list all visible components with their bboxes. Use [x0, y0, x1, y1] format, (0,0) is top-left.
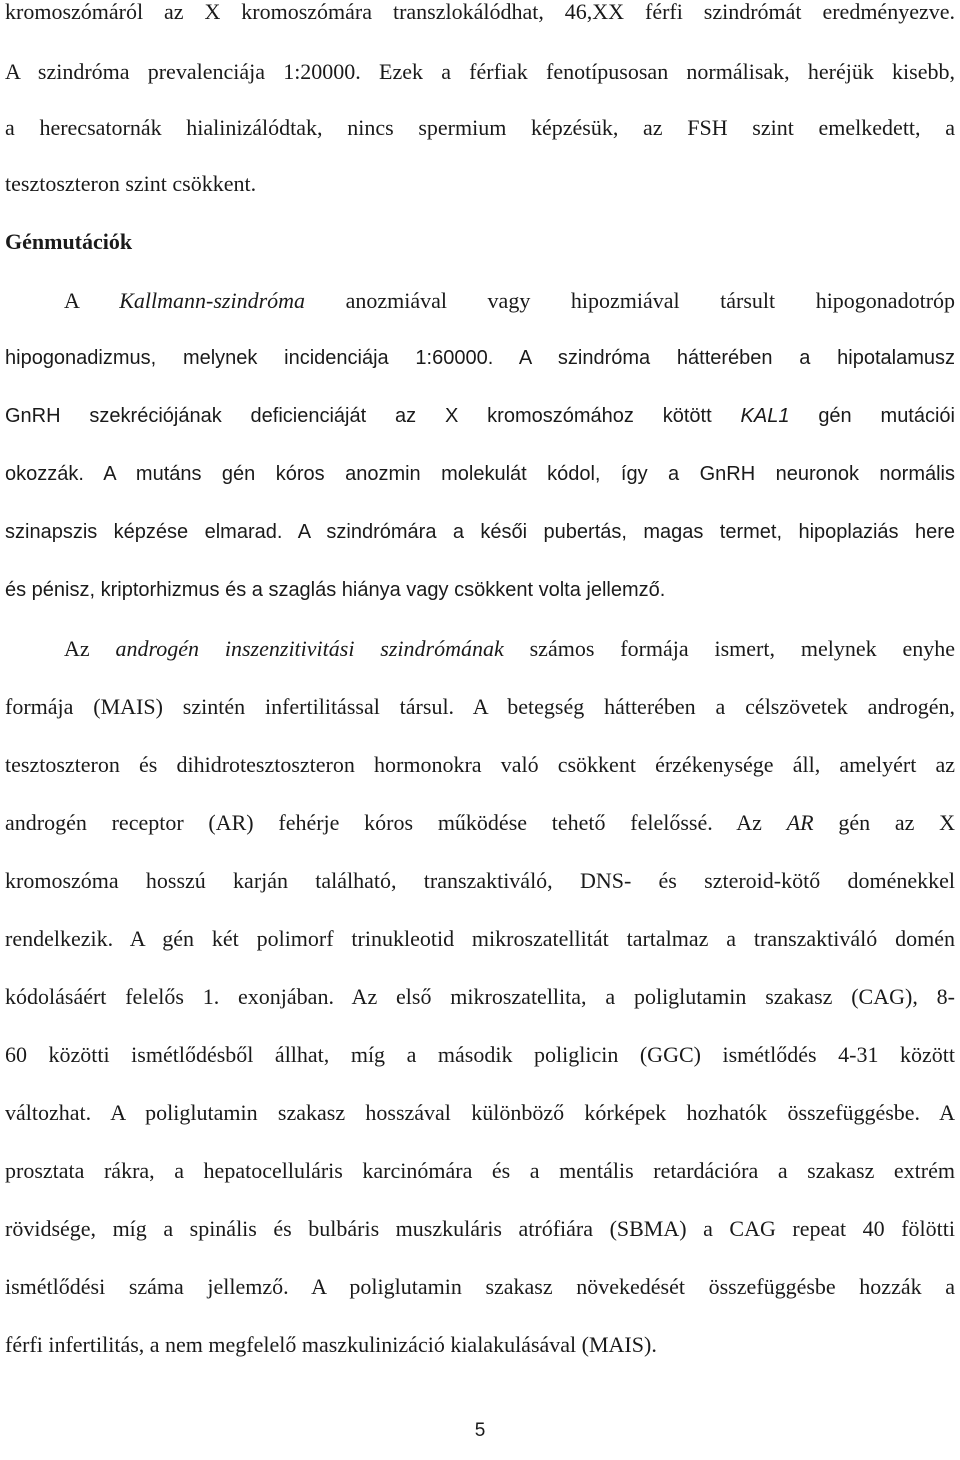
text-line: ismétlődési száma jellemző. A poliglutamin szakasz növekedését összefüggésbe hozzák a — [5, 1274, 955, 1299]
text-line: GnRH szekréciójának deficienciáját az X kromoszómához kötött KAL1 gén mutációi — [5, 405, 956, 427]
italic-term: Kallmann-szindróma — [119, 288, 306, 313]
text-line: kódolásáért felelős 1. exonjában. Az első mikroszatellita, a poliglutamin szakasz (CAG), 8- — [5, 984, 955, 1009]
text-line: Az androgén inszenzitivitási szindrómának számos formája ismert, melynek enyhe — [64, 636, 955, 661]
text-line: kromoszóma hosszú karján található, transzaktiváló, DNS- és szteroid-kötő doménekkel — [5, 868, 955, 893]
text-line: tesztoszteron szint csökkent. — [5, 171, 257, 196]
page-number: 5 — [474, 1420, 486, 1441]
text-line: kromoszómáról az X kromoszómára transzlokálódhat, 46,XX férfi szindrómát eredményezve. — [5, 0, 955, 24]
text-line: rendelkezik. A gén két polimorf trinukleotid mikroszatellitát tartalmaz a transzaktiváló domén — [5, 926, 955, 951]
text-line: 60 közötti ismétlődésből állhat, míg a második poliglicin (GGC) ismétlődés 4-31 között — [5, 1042, 955, 1067]
text-line: a herecsatornák hialinizálódtak, nincs spermium képzésük, az FSH szint emelkedett, a — [5, 115, 955, 140]
section-heading: Génmutációk — [5, 229, 133, 254]
text-line: változhat. A poliglutamin szakasz hosszával különböző kórképek hozhatók összefüggésbe. A — [5, 1100, 955, 1125]
text-line: férfi infertilitás, a nem megfelelő maszkulinizáció kialakulásával (MAIS). — [5, 1332, 657, 1357]
text-line: okozzák. A mutáns gén kóros anozmin molekulát kódol, így a GnRH neuronok normális — [5, 463, 955, 485]
text-line: A Kallmann-szindróma anozmiával vagy hipozmiával társult hipogonadotróp — [64, 288, 956, 313]
italic-term: androgén inszenzitivitási szindrómának — [115, 636, 504, 661]
text-line: formája (MAIS) szintén infertilitással társul. A betegség hátterében a célszövetek androgén, — [5, 694, 955, 719]
text-line: és pénisz, kriptorhizmus és a szaglás hiánya vagy csökkent volta jellemző. — [5, 579, 666, 601]
text-line: szinapszis képzése elmarad. A szindrómára a késői pubertás, magas termet, hipoplaziás here — [5, 521, 955, 543]
italic-gene: KAL1 — [740, 405, 790, 427]
text-line: hipogonadizmus, melynek incidenciája 1:60000. A szindróma hátterében a hipotalamusz — [5, 347, 955, 369]
italic-gene: AR — [786, 810, 814, 835]
text-line: androgén receptor (AR) fehérje kóros működése tehető felelőssé. Az AR gén az X — [5, 810, 956, 835]
text-line: prosztata rákra, a hepatocelluláris karcinómára és a mentális retardációra a szakasz extrém — [5, 1158, 955, 1183]
text-line: rövidsége, míg a spinális és bulbáris muszkuláris atrófiára (SBMA) a CAG repeat 40 fölötti — [5, 1216, 955, 1241]
text-line: A szindróma prevalenciája 1:20000. Ezek a férfiak fenotípusosan normálisak, heréjük kisebb, — [5, 59, 955, 84]
text-line: tesztoszteron és dihidrotesztoszteron hormonokra való csökkent érzékenysége áll, amelyért az — [5, 752, 955, 777]
